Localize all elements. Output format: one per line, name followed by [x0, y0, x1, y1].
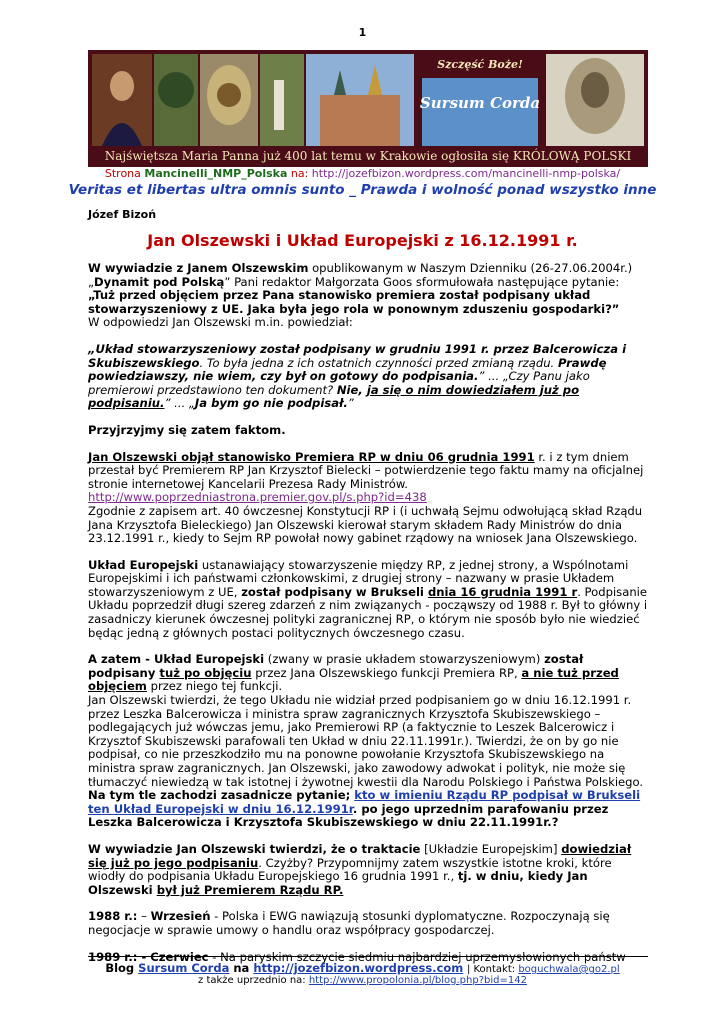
paragraph-intro [88, 262, 648, 330]
footer-na: na [229, 961, 254, 975]
premier-link[interactable]: http://www.poprzedniastrona.premier.gov.pl/s.php?id=438 [88, 490, 427, 505]
quote-c: Prawdę powiedziawszy, nie wiem, czy był on gotowy do podpisania. [88, 355, 607, 384]
uklad-date: dnia 16 grudnia 1991 r [427, 584, 578, 599]
premier-text: r. i z tym dniem przestał być Premierem RP Jan Krzysztof Bielecki – potwierdzenie tego faktu mamy na oficjalnej stronie internetowej Kancelarii Prezesa Rady Ministrów. [88, 449, 644, 491]
quote-e: Nie, [336, 382, 367, 397]
quote-f: ja się o nim dowiedziałem już po podpisaniu. [88, 382, 580, 411]
uklad-text: ustanawiający stowarzyszenie między RP, z jednej strony, a Wspólnotami Europejskimi i ich państwami członkowskimi, z drugiej strony – nazwany w prasie Układem stowarzyszeniowym z UE, [88, 557, 629, 599]
month-1988: Wrzesień [150, 909, 211, 924]
motto: Veritas et libertas ultra omnis sunto _ Prawda i wolność ponad wszystko inne [68, 182, 657, 198]
footer-line2-prefix: z także uprzednio na: [198, 975, 309, 986]
article-body [88, 262, 648, 977]
zatem-c: został podpisany [88, 652, 584, 680]
site-url[interactable]: http://jozefbizon.wordpress.com/mancinelli-nmp-polska/ [311, 167, 621, 180]
text-1989: - Na paryskim szczycie siedmiu najbardziej uprzemysłowionych państw [208, 949, 626, 964]
footer-divider [88, 956, 648, 957]
author: Józef Bizoń [88, 208, 157, 221]
footer-line-1 [0, 961, 725, 975]
site-mid: na: [287, 167, 312, 180]
site-prefix: Strona [104, 167, 145, 180]
quote-d: ” ... „Czy Panu jako premierowi przedstawiono ten dokument? [88, 369, 590, 397]
paragraph-1988 [88, 910, 648, 937]
wywiad-b: [Układzie Europejskim] [420, 841, 562, 856]
uklad-text-2: . Podpisanie Układu poprzedził długi szereg zdarzeń z nim związanych - począwszy od 1988 r. Był to główny i zasadniczy kierunek ówczesnej polityki zagranicznej RP, o którym nie sposób było nie wiedzieć będąc jedną z głównych postaci politycznych ówczesnego czasu. [88, 584, 648, 640]
text-1988: - Polska i EWG nawiązują stosunki dyplomatyczne. Rozpoczynają się negocjacje w sprawie umowy o handlu oraz współpracy gospodarczej. [88, 909, 610, 937]
footer-line2-url[interactable]: http://www.propolonia.pl/blog.php?bid=142 [308, 975, 527, 986]
paragraph-wywiad [88, 843, 648, 897]
premier-text-2: Zgodnie z zapisem art. 40 ówczesnej Konstytucji RP i (i uchwałą Sejmu odwołującą skład Rządu Jana Krzysztofa Bieleckiego) Jan Olszewski kierował starym składem Rady Ministrów do dnia 23.12.1991 r., kiedy to Sejm RP powołał nowy gabinet rządowy na wniosek Jana Olszewskiego. [88, 503, 643, 546]
intro-question: „Tuż przed objęciem przez Pana stanowisko premiera został podpisany układ stowarzyszeniowy z UE. Jaka była jego rola w ponownym zduszeniu gospodarki?” [88, 288, 620, 316]
zatem-k: . po jego uprzednim parafowaniu przez Leszka Balcerowicza i Krzysztofa Skubiszewskiego w dniu 22.11.1991r.? [88, 801, 609, 830]
zatem-b: (zwany w prasie układem stowarzyszeniowym) [264, 652, 545, 667]
intro-headline: Dynamit pod Polską [94, 274, 225, 289]
header-banner [88, 50, 648, 167]
intro-bold: W wywiadzie z Janem Olszewskim [88, 261, 309, 275]
banner-greeting: Szczęść Boże! [437, 58, 523, 71]
article-title: Jan Olszewski i Układ Europejski z 16.12.1991 r. [147, 231, 578, 250]
zatem-i: Na tym tle zachodzi zasadnicze pytanie; [88, 788, 355, 803]
wywiad-e: tj. w dniu, kiedy Jan Olszewski [88, 869, 588, 897]
banner-brand: Sursum Corda [419, 94, 541, 112]
quote-g: ” ... „ [164, 396, 195, 411]
site-name: Mancinelli_NMP_Polska [144, 167, 288, 180]
paragraph-premier [88, 451, 648, 546]
footer-line-2 [0, 975, 725, 986]
zatem-e: przez Jana Olszewskiego funkcji Premiera RP, [251, 665, 522, 680]
page-number: 1 [358, 26, 367, 39]
year-1989: 1989 r.: - Czerwiec [88, 949, 209, 964]
wywiad-d: . Czyżby? Przypomnijmy zatem wszystkie istotne kroki, które wiodły do podpisania Układu Europejskiego 16 grudnia 1991 r., [88, 855, 612, 884]
paragraph-facts [88, 424, 648, 438]
footer-blog-name[interactable]: Sursum Corda [138, 961, 230, 975]
zatem-d: tuż po objęciu [159, 665, 252, 680]
site-line [0, 167, 725, 180]
quote-i: ” [347, 396, 354, 411]
footer-blog: Blog [105, 961, 139, 975]
uklad-heading: Układ Europejski [88, 557, 199, 572]
paragraph-quote [88, 343, 648, 411]
banner-caption: Najświętsza Maria Panna już 400 lat temu w Krakowie ogłosiła się KRÓLOWĄ POLSKI [104, 149, 632, 163]
quote-h: Ja bym go nie podpisał. [194, 396, 348, 411]
zatem-h: Jan Olszewski twierdzi, że tego Układu nie widział przed podpisaniem go w dniu 16.12.1991 r. przez Leszka Balcerowicza i ministra spraw zagranicznych Krzysztofa Skubiszewskiego – podlegających już wówczas jemu, jako Premierowi RP (a faktycznie to Leszek Balcerowicz i Krzysztof Skubiszewski parafowali ten Układ w dniu 22.11.1991r.). Twierdzi, że on by go nie podpisał, co nie przeszkodziło mu na ponowne powołanie Krzysztofa Skubiszewskiego na ministra spraw zagranicznych. Jan Olszewski, jako zawodowy adwokat i polityk, nie może się tłumaczyć niewiedzą w tak istotnej i żywotnej kwestii dla Narodu Polskiego i Państwa Polskiego. [88, 693, 644, 789]
intro-text-3: W odpowiedzi Jan Olszewski m.in. powiedział: [88, 315, 353, 330]
zatem-f: a nie tuż przed objęciem [88, 665, 619, 694]
dash-1988: – [137, 909, 151, 924]
intro-text: opublikowanym w Naszym Dzienniku (26-27.06.2004r.) „ [88, 261, 633, 289]
premier-date: Jan Olszewski objął stanowisko Premiera RP w dniu 06 grudnia 1991 [88, 449, 535, 464]
paragraph-uklad [88, 559, 648, 641]
footer-contact-label: | Kontakt: [466, 964, 519, 975]
wywiad-c: dowiedział się już po jego podpisaniu [88, 841, 632, 870]
quote-a: „Układ stowarzyszeniowy został podpisany w grudniu 1991 r. przez Balcerowicza i Skubiszewskiego [88, 341, 627, 370]
facts-heading: Przyjrzyjmy się zatem faktom. [88, 422, 286, 437]
zatem-g: przez niego tej funkcji. [146, 679, 283, 694]
intro-text-2: ” Pani redaktor Małgorzata Goos sformułowała następujące pytanie: [224, 274, 620, 289]
footer-email[interactable]: boguchwala@go2.pl [518, 964, 620, 975]
uklad-bold: został podpisany w Brukseli [241, 584, 428, 599]
zatem-question-link[interactable]: kto w imieniu Rządu RP podpisał w Brukseli ten Układ Europejski w dniu 16.12.1991r [88, 788, 641, 816]
year-1988: 1988 r.: [88, 909, 138, 924]
footer-blog-url[interactable]: http://jozefbizon.wordpress.com [253, 961, 464, 975]
quote-b: . To była jedna z ich ostatnich czynności przed zmianą rządu. [199, 355, 558, 370]
paragraph-zatem [88, 653, 648, 830]
wywiad-f: był już Premierem Rządu RP. [156, 882, 344, 897]
zatem-a: A zatem - Układ Europejski [88, 652, 265, 667]
banner-image [88, 50, 648, 167]
wywiad-a: W wywiadzie Jan Olszewski twierdzi, że o traktacie [88, 841, 421, 856]
